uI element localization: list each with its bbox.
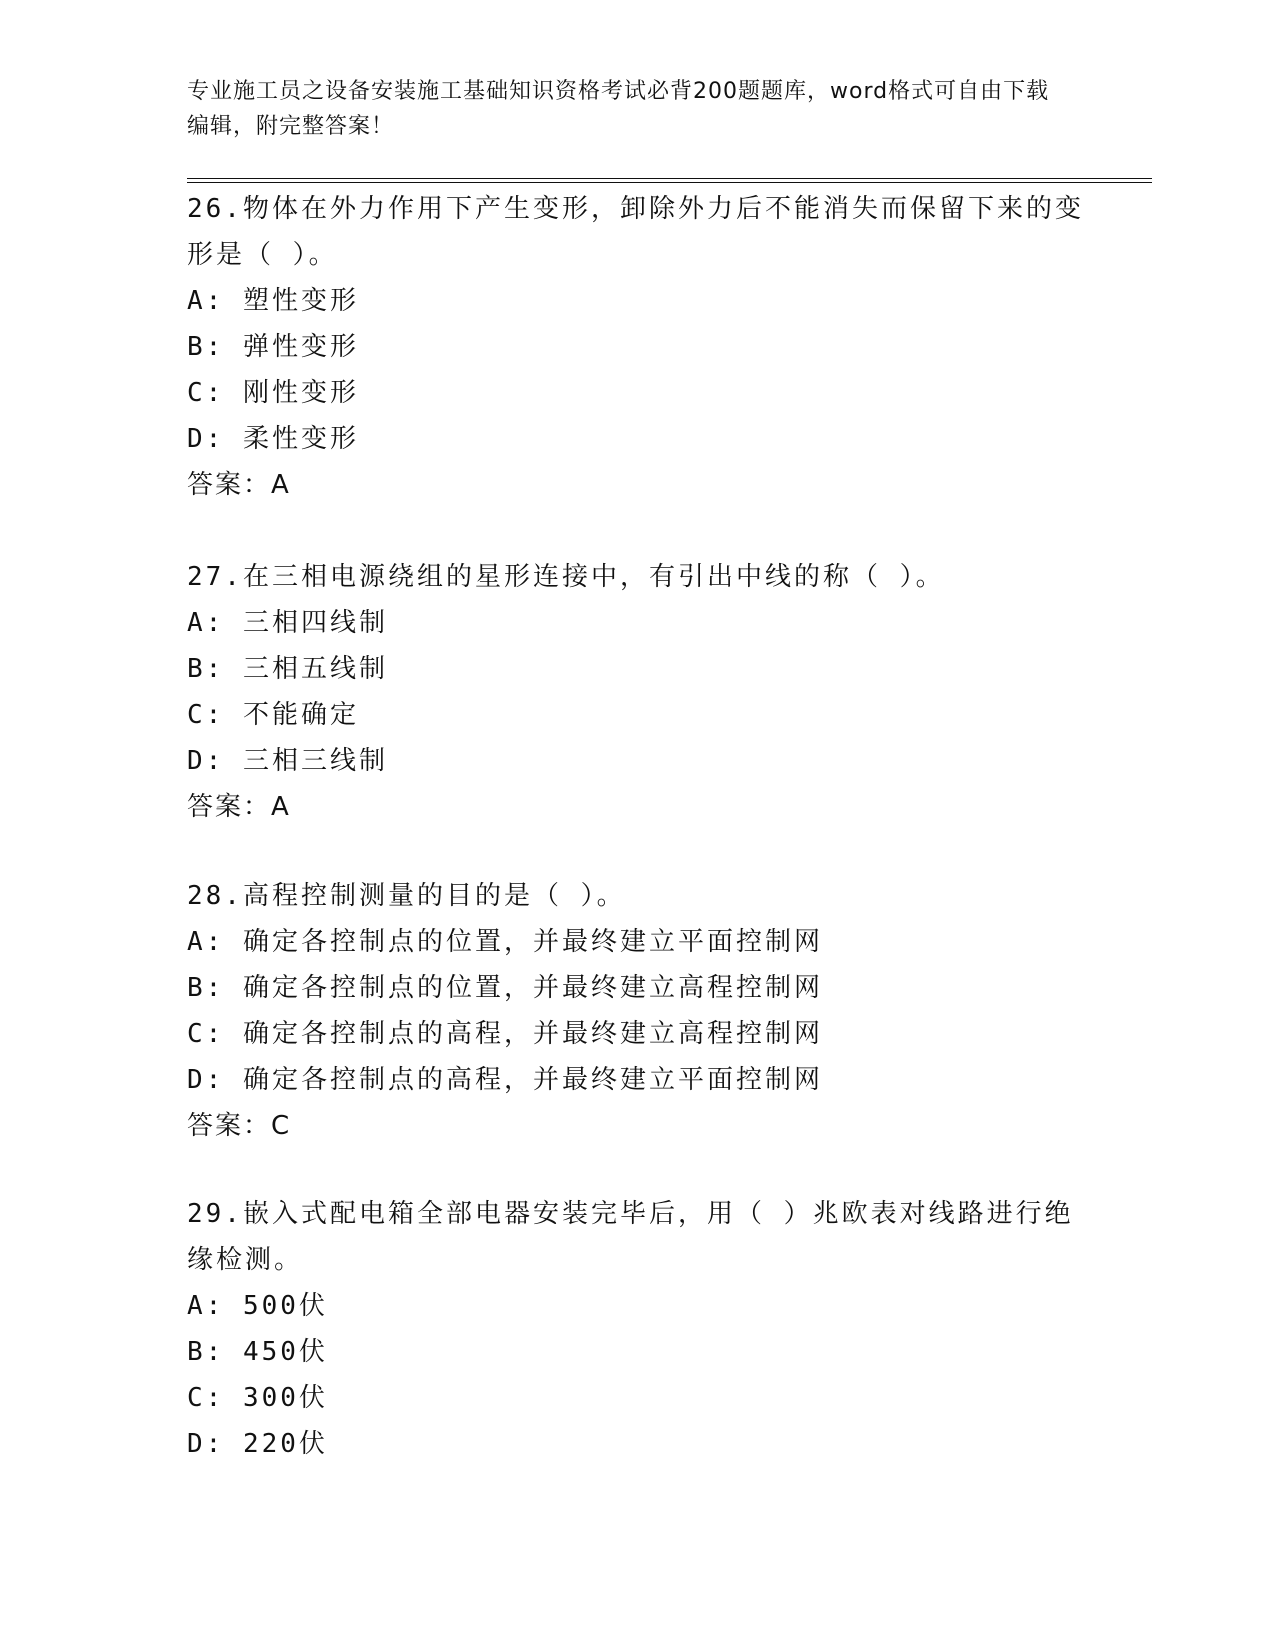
option-b: B: 弹性变形	[187, 332, 359, 362]
question-28	[187, 873, 1087, 1149]
answer-line: 答案：A	[187, 470, 291, 500]
option-a: A: 500伏	[187, 1291, 328, 1321]
answer-line: 答案：C	[187, 1111, 292, 1141]
question-stem: 29.嵌入式配电箱全部电器安装完毕后，用（ ）兆欧表对线路进行绝缘检测。	[187, 1199, 1074, 1275]
option-b: B: 450伏	[187, 1337, 328, 1367]
question-stem: 27.在三相电源绕组的星形连接中，有引出中线的称（ ）。	[187, 562, 945, 592]
option-c: C: 300伏	[187, 1383, 328, 1413]
option-a: A: 三相四线制	[187, 608, 388, 638]
option-b: B: 三相五线制	[187, 654, 388, 684]
option-b: B: 确定各控制点的位置，并最终建立高程控制网	[187, 973, 823, 1003]
option-c: C: 刚性变形	[187, 378, 359, 408]
question-27	[187, 554, 1087, 830]
header-divider-top	[187, 178, 1152, 179]
question-29	[187, 1191, 1087, 1467]
document-header: 专业施工员之设备安装施工基础知识资格考试必背200题题库，word格式可自由下载编辑，附完整答案！	[187, 79, 1050, 139]
option-a: A: 确定各控制点的位置，并最终建立平面控制网	[187, 927, 823, 957]
option-d: D: 三相三线制	[187, 746, 388, 776]
question-stem: 26.物体在外力作用下产生变形，卸除外力后不能消失而保留下来的变形是（ ）。	[187, 194, 1084, 270]
answer-line: 答案：A	[187, 792, 291, 822]
question-26	[187, 186, 1087, 508]
option-d: D: 确定各控制点的高程，并最终建立平面控制网	[187, 1065, 823, 1095]
option-c: C: 确定各控制点的高程，并最终建立高程控制网	[187, 1019, 823, 1049]
header-divider-bottom	[187, 182, 1152, 183]
question-stem: 28.高程控制测量的目的是（ ）。	[187, 881, 626, 911]
option-c: C: 不能确定	[187, 700, 359, 730]
option-a: A: 塑性变形	[187, 286, 359, 316]
option-d: D: 220伏	[187, 1429, 328, 1459]
option-d: D: 柔性变形	[187, 424, 359, 454]
